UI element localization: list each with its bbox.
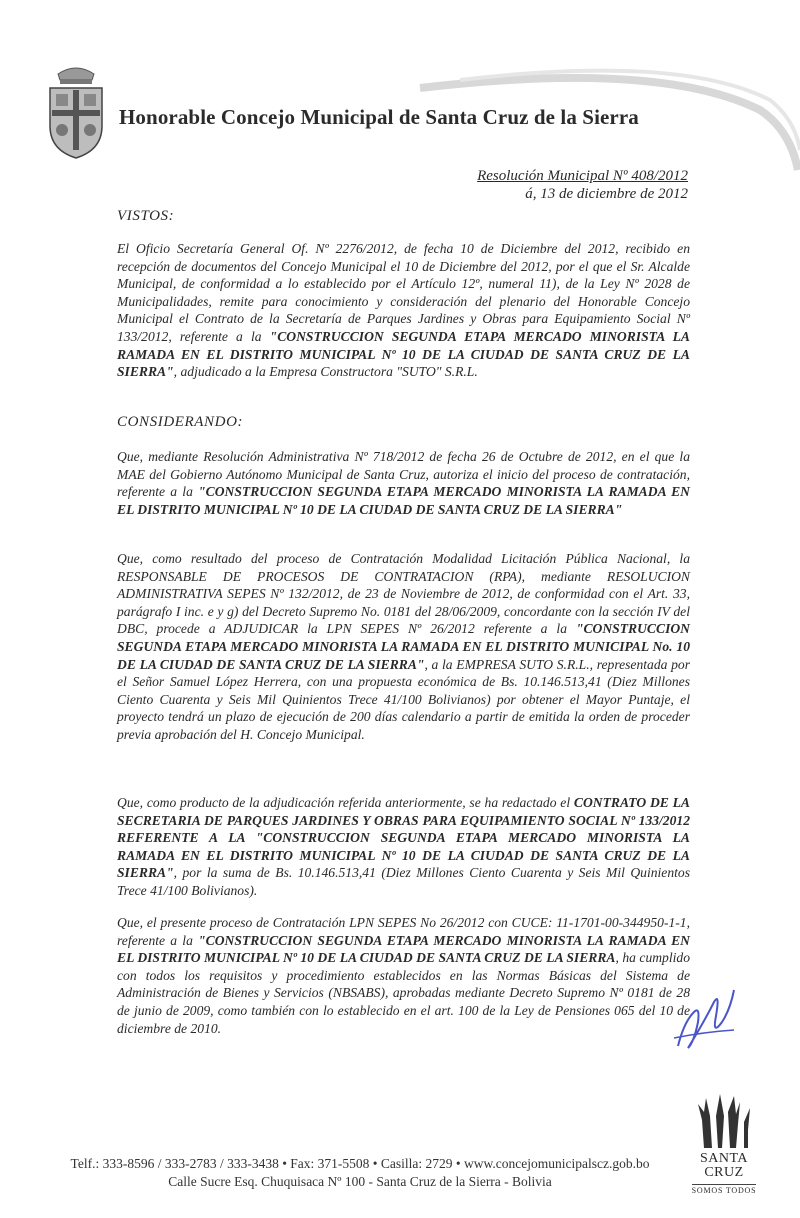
organization-title: Honorable Concejo Municipal de Santa Cruz de la Sierra [119, 105, 639, 129]
paragraph-vistos: El Oficio Secretaría General Of. Nº 2276/2012, de fecha 10 de Diciembre del 2012, recibido en recepción de documentos del Concejo Municipal el 10 de Diciembre del 2012, por el que el Sr. Alcalde Municipal, de conformidad a lo establecido por el Artículo 12º, numeral 11), de la Ley Nº 2028 de Municipalidades, remite para conocimiento y consideración del plenario del Honorable Concejo Municipal el Contrato de la Secretaría de Parques Jardines y Obras para Equipamiento Social Nº 133/2012, referente a la "CONSTRUCCION SEGUNDA ETAPA MERCADO MINORISTA LA RAMADA EN EL DISTRITO MUNICIPAL Nº 10 DE LA CIUDAD DE SANTA CRUZ DE LA SIERRA", adjudicado a la Empresa Constructora "SUTO" S.R.L. [117, 241, 690, 380]
vistos-heading: VISTOS: [117, 208, 175, 224]
resolution-number: Resolución Municipal Nº 408/2012 [477, 168, 688, 184]
footer-phone-line: Telf.: 333-8596 / 333-2783 / 333-3438 • Fax: 371-5508 • Casilla: 2729 • www.concejomunicipalscz.gob.bo [70, 1156, 650, 1171]
coat-of-arms-icon [44, 60, 108, 160]
logo-name: SANTA CRUZ [699, 1151, 749, 1180]
paragraph-considerando-1: Que, mediante Resolución Administrativa Nº 718/2012 de fecha 26 de Octubre de 2012, en el que la MAE del Gobierno Autónomo Municipal de Santa Cruz, autoriza el inicio del proceso de contratación, referente a la "CONSTRUCCION SEGUNDA ETAPA MERCADO MINORISTA LA RAMADA EN EL DISTRITO MUNICIPAL Nº 10 DE LA CIUDAD DE SANTA CRUZ DE LA SIERRA" [117, 449, 690, 517]
footer-address-line: Calle Sucre Esq. Chuquisaca Nº 100 - Santa Cruz de la Sierra - Bolivia [168, 1174, 552, 1189]
santa-cruz-logo [684, 1090, 764, 1195]
resolution-date: á, 13 de diciembre de 2012 [525, 186, 688, 202]
handwritten-signature [664, 982, 746, 1060]
header-swoosh-decoration [400, 40, 800, 180]
paragraph-considerando-3: Que, como producto de la adjudicación referida anteriormente, se ha redactado el CONTRATO DE LA SECRETARIA DE PARQUES JARDINES Y OBRAS PARA EQUIPAMIENTO SOCIAL Nº 133/2012 REFERENTE A LA "CONSTRUCCION SEGUNDA ETAPA MERCADO MINORISTA LA RAMADA EN EL DISTRITO MUNICIPAL Nº 10 DE LA CIUDAD DE SANTA CRUZ DE LA SIERRA", por la suma de Bs. 10.146.513,41 (Diez Millones Ciento Cuarenta y Seis Mil Quinientos Trece 41/100 Bolivianos). [117, 795, 690, 898]
paragraph-considerando-4: Que, el presente proceso de Contratación LPN SEPES No 26/2012 con CUCE: 11-1701-00-344950-1-1, referente a la "CONSTRUCCION SEGUNDA ETAPA MERCADO MINORISTA LA RAMADA EN EL DISTRITO MUNICIPAL Nº 10 DE LA CIUDAD DE SANTA CRUZ DE LA SIERRA, ha cumplido con todos los requisitos y procedimiento establecidos en las Normas Básicas del Sistema de Administración de Bienes y Servicios (NBSABS), aprobadas mediante Decreto Supremo Nº 0181 de 28 de junio de 2009, como también con lo establecido en el art. 100 de la Ley de Pensiones 065 del 10 de diciembre de 2010. [117, 915, 690, 1036]
footer-contact [40, 1155, 680, 1191]
paragraph-considerando-2: Que, como resultado del proceso de Contratación Modalidad Licitación Pública Nacional, la RESPONSABLE DE PROCESOS DE CONTRATACION (RPA), mediante RESOLUCION ADMINISTRATIVA SEPES Nº 132/2012, de 23 de Noviembre de 2012, de conformidad con el Art. 33, parágrafo I inc. e y g) del Decreto Supremo No. 0181 del 28/06/2009, concordante con la sección IV del DBC, procede a ADJUDICAR la LPN SEPES Nº 26/2012 referente a la "CONSTRUCCION SEGUNDA ETAPA MERCADO MINORISTA LA RAMADA EN EL DISTRITO MUNICIPAL No. 10 DE LA CIUDAD DE SANTA CRUZ DE LA SIERRA", a la EMPRESA SUTO S.R.L., representada por el Señor Samuel López Herrera, con una propuesta económica de Bs. 10.146.513,41 (Diez Millones Ciento Cuarenta y Seis Mil Quinientos Trece 41/100 Bolivianos) por obtener el Mayor Puntaje, el proyecto tendrá un plazo de ejecución de 200 días calendario a partir de emitida la orden de proceder previa aprobación del H. Concejo Municipal. [117, 551, 690, 742]
considerando-heading: CONSIDERANDO: [117, 414, 244, 430]
raised-hands-icon [694, 1090, 754, 1152]
logo-tagline: SOMOS TODOS [691, 1186, 757, 1195]
